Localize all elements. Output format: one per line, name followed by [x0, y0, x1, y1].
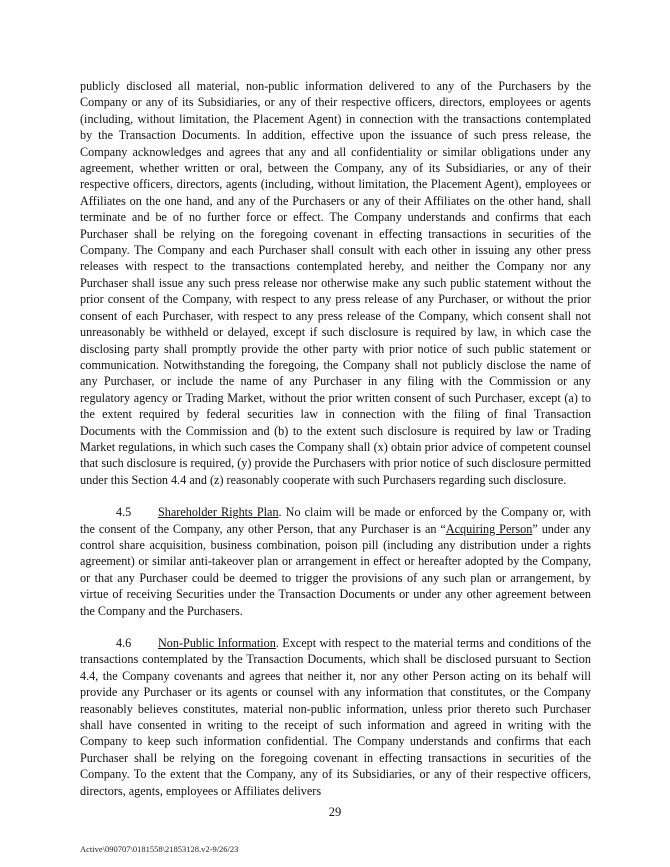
section-text: . No claim will be made or enforced by the Company or, with the consent of the Company, any other Person, that any Purchaser is an “: [80, 505, 591, 536]
continuation-paragraph: publicly disclosed all material, non-public information delivered to any of the Purchasers by the Company or any of its Subsidiaries, or any of their respective officers, directors, employees or agents (including, without limitation, the Placement Agent) in connection with the transactions contemplated by the Transaction Documents. In addition, effective upon the issuance of such press release, the Company acknowledges and agrees that any and all confidentiality or similar obligations under any agreement, whether written or oral, between the Company, any of its Subsidiaries, or any of their respective officers, directors, agents (including, without limitation, the Placement Agent), employees or Affiliates on the one hand, and any of the Purchasers or any of their Affiliates on the other hand, shall terminate and be of no further force or effect. The Company understands and confirms that each Purchaser shall be relying on the foregoing covenant in effecting transactions in securities of the Company. The Company and each Purchaser shall consult with each other in issuing any other press releases with respect to the transactions contemplated hereby, and neither the Company nor any Purchaser shall issue any such press release nor otherwise make any such public statement without the prior consent of the Company, with respect to any press release of any Purchaser, or without the prior consent of each Purchaser, with respect to any press release of the Company, which consent shall not unreasonably be withheld or delayed, except if such disclosure is required by law, in which case the disclosing party shall promptly provide the other party with prior notice of such public statement or communication. Notwithstanding the foregoing, the Company shall not publicly disclose the name of any Purchaser, or include the name of any Purchaser in any filing with the Commission or any regulatory agency or Trading Market, without the prior written consent of such Purchaser, except (a) to the extent required by federal securities law in connection with the filing of final Transaction Documents with the Commission and (b) to the extent such disclosure is required by law or Trading Market regulations, in which such cases the Company shall (x) obtain prior advice of competent counsel that such disclosure is required, (y) provide the Purchasers with prior notice of such disclosure permitted under this Section 4.4 and (z) reasonably cooperate with such Purchasers regarding such disclosure.: [80, 79, 591, 487]
defined-term: Acquiring Person: [445, 521, 533, 536]
section-number: 4.6: [116, 636, 132, 650]
section-4-5-paragraph: [80, 504, 591, 619]
section-text: . Except with respect to the material terms and conditions of the transactions contemplated by the Transaction Documents, which shall be disclosed pursuant to Section 4.4, the Company covenants and agrees that neither it, nor any other Person acting on its behalf will provide any Purchaser or its agents or counsel with any information that constitutes, or the Company reasonably believes constitutes, material non-public information, unless prior thereto such Purchaser shall have consented in writing to the receipt of such information and agreed in writing with the Company to keep such information confidential. The Company understands and confirms that each Purchaser shall be relying on the foregoing covenant in effecting transactions in securities of the Company. To the extent that the Company, any of its Subsidiaries, or any of their respective officers, directors, agents, employees or Affiliates delivers: [80, 636, 591, 798]
section-heading: Shareholder Rights Plan: [158, 505, 279, 520]
section-number: 4.5: [116, 505, 132, 520]
section-4-6-paragraph: [80, 635, 591, 799]
page-body: [80, 78, 591, 799]
section-text: ” under any control share acquisition, business combination, poison pill (including any distribution under a rights agreement) or similar anti-takeover plan or arrangement in effect or hereafter adopted by the Company, or that any Purchaser could be deemed to trigger the provisions of any such plan or arrangement, by virtue of receiving Securities under the Transaction Documents or under any other agreement between the Company and the Purchasers.: [80, 521, 591, 618]
section-heading: Non-Public Information: [158, 636, 276, 650]
page-number: 29: [328, 805, 342, 819]
footer-document-id: Active\090707\0181558\21853128.v2-9/26/23: [80, 844, 239, 854]
